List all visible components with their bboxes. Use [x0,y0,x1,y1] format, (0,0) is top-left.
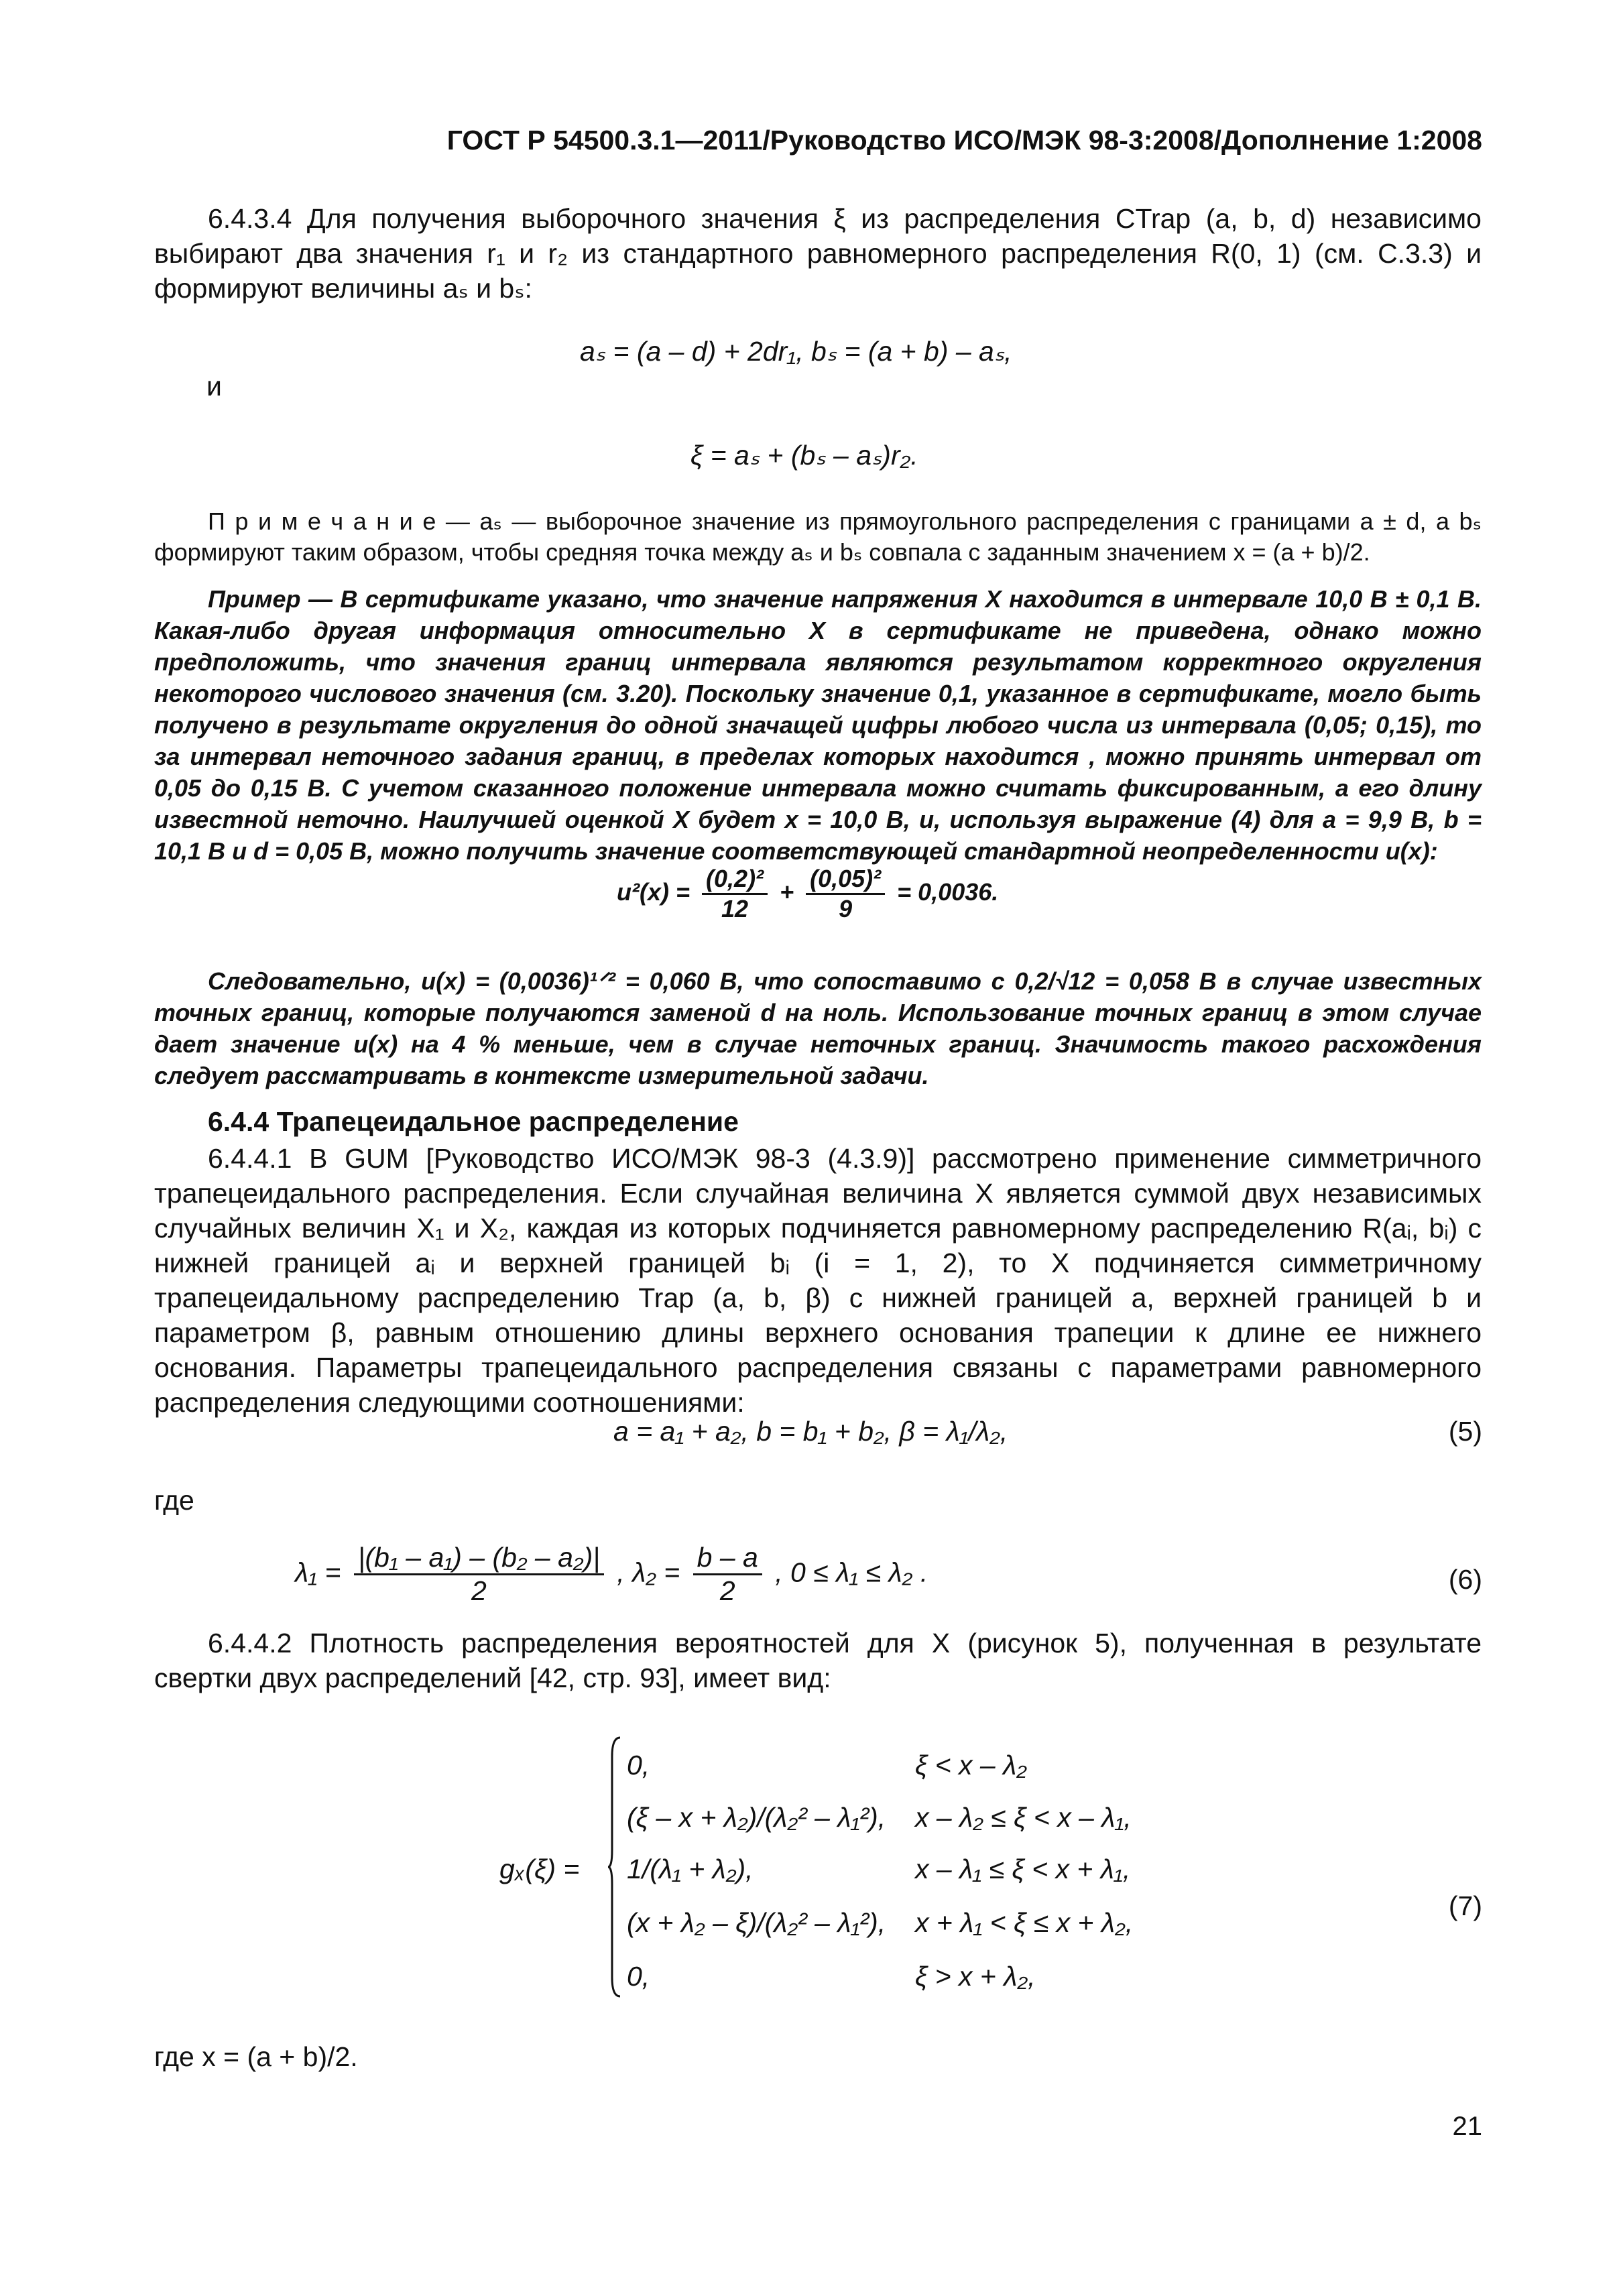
eq-u2-num-2: (0,05)² [806,865,885,895]
eq6-den-1: 2 [471,1575,487,1606]
eq6-tail: , 0 ≤ λ₁ ≤ λ₂ . [775,1557,928,1588]
eq7-lhs: gₓ(ξ) = [499,1854,580,1884]
eq-u2-rhs: = 0,0036. [897,878,999,906]
eq-u2-lhs: u²(x) = [617,878,690,906]
eq6-fraction-2 [693,1542,762,1607]
eq7-brace [607,1736,621,1998]
eq7-case-1-expr: 0, [627,1750,650,1780]
paragraph-6-4-4-2: 6.4.4.2 Плотность распределения вероятностей для X (рисунок 5), полученная в результате свертки двух распределений [42, стр. 93], имеет вид: [154,1628,1482,1693]
example-conclusion: Следовательно, u(x) = (0,0036)¹ᐟ² = 0,060 В, что сопоставимо с 0,2/√12 = 0,058 В в случае известных точных границ, которые получаются заменой d на ноль. Использование точных границ в этом случае дает значение u(x) на 4 % меньше, чем в случае неточных границ. Значимость такого расхождения следует рассматривать в контексте измерительной задачи. [154,967,1482,1089]
eq-u2-den-1: 12 [721,895,749,922]
equation-5-number: (5) [1448,1416,1482,1447]
eq-u2-fraction-2 [806,865,885,923]
document-header: ГОСТ Р 54500.3.1—2011/Руководство ИСО/МЭК 98-3:2008/Дополнение 1:2008 [446,125,1482,156]
eq6-fraction-1 [354,1542,604,1607]
example-paragraph: Пример — В сертификате указано, что значение напряжения X находится в интервале 10,0 В ± 0,1 В. Какая-либо другая информация относительно X в сертификате не приведена, однако можно предположить, что значения границ интервала являются результатом корректного округления некоторого числового значения (см. 3.20). Поскольку значение 0,1, указанное в сертификате, могло быть получено в результате округления до одной значащей цифры любого числа из интервала (0,05; 0,15), то за интервал неточного задания границ, в пределах которых находится , можно принять интервал от 0,05 до 0,15 В. С учетом сказанного положение интервала можно считать фиксированным, а его длину известной неточно. Наилучшей оценкой X будет x = 10,0 В, и, используя выражение (4) для a = 9,9 В, b = 10,1 В и d = 0,05 В, можно получить значение соответствующей стандартной неопределенности u(x): [154,585,1482,865]
equation-7-number: (7) [1448,1890,1482,1921]
eq-u2-fraction-1 [702,865,768,923]
eq6-den-2: 2 [719,1575,735,1606]
eq7-case-5-expr: 0, [627,1961,650,1992]
eq7-case-4-expr: (x + λ₂ – ξ)/(λ₂² – λ₁²), [627,1907,886,1938]
where-label: где [154,1485,194,1516]
eq6-lambda1: λ₁ = [295,1557,341,1588]
eq-u2-num-1: (0,2)² [702,865,768,895]
eq7-case-2-expr: (ξ – x + λ₂)/(λ₂² – λ₁²), [627,1802,886,1833]
eq6-lambda2: , λ₂ = [617,1557,680,1588]
eq-u2-den-2: 9 [839,895,853,922]
section-title: 6.4.4 Трапецеидальное распределение [208,1106,739,1137]
eq7-case-2-cond: x – λ₂ ≤ ξ < x – λ₁, [915,1802,1132,1833]
conjunction-and: и [206,371,222,402]
eq7-case-3-expr: 1/(λ₁ + λ₂), [627,1854,754,1884]
equation-6-number: (6) [1448,1564,1482,1595]
page-number: 21 [1452,2112,1482,2141]
eq7-case-1-cond: ξ < x – λ₂ [915,1750,1027,1780]
eq-u2-plus: + [780,878,794,906]
where-x-definition: где x = (a + b)/2. [154,2041,358,2072]
equation-u2 [617,865,998,923]
note-paragraph: П р и м е ч а н и е — aₛ — выборочное значение из прямоугольного распределения с границами a ± d, а bₛ формируют таким образом, чтобы средняя точка между aₛ и bₛ совпала с заданным значением x = (a + b)/2. [154,507,1482,566]
equation-6 [295,1542,928,1607]
eq6-num-2: b – a [693,1542,762,1575]
eq7-case-5-cond: ξ > x + λ₂, [915,1961,1036,1992]
eq6-num-1: |(b₁ – a₁) – (b₂ – a₂)| [354,1542,604,1575]
paragraph-6-4-4-1: 6.4.4.1 В GUM [Руководство ИСО/МЭК 98-3 (4.3.9)] рассмотрено применение симметричного трапецеидального распределения. Если случайная величина X является суммой двух независимых случайных величин X₁ и X₂, каждая из которых подчиняется равномерному распределению R(aᵢ, bᵢ) с нижней границей aᵢ и верхней границей bᵢ (i = 1, 2), то X подчиняется симметричному трапецеидальному распределению Trap (a, b, β) с нижней границей a, верхней границей b и параметром β, равным отношению длины верхнего основания трапеции к длине ее нижнего основания. Параметры трапецеидального распределения связаны с параметрами равномерного распределения следующими соотношениями: [154,1143,1482,1418]
equation-as-bs: aₛ = (a – d) + 2dr₁, bₛ = (a + b) – aₛ, [580,336,1012,367]
eq7-case-4-cond: x + λ₁ < ξ ≤ x + λ₂, [915,1907,1134,1938]
equation-xi: ξ = aₛ + (bₛ – aₛ)r₂. [690,440,918,471]
paragraph-6-4-3-4: 6.4.3.4 Для получения выборочного значения ξ из распределения CTrap (a, b, d) независимо выбирают два значения r₁ и r₂ из стандартного равномерного распределения R(0, 1) (см. С.3.3) и формируют величины aₛ и bₛ: [154,203,1482,304]
equation-5: a = a₁ + a₂, b = b₁ + b₂, β = λ₁/λ₂, [613,1416,1008,1447]
eq7-case-3-cond: x – λ₁ ≤ ξ < x + λ₁, [915,1854,1131,1884]
